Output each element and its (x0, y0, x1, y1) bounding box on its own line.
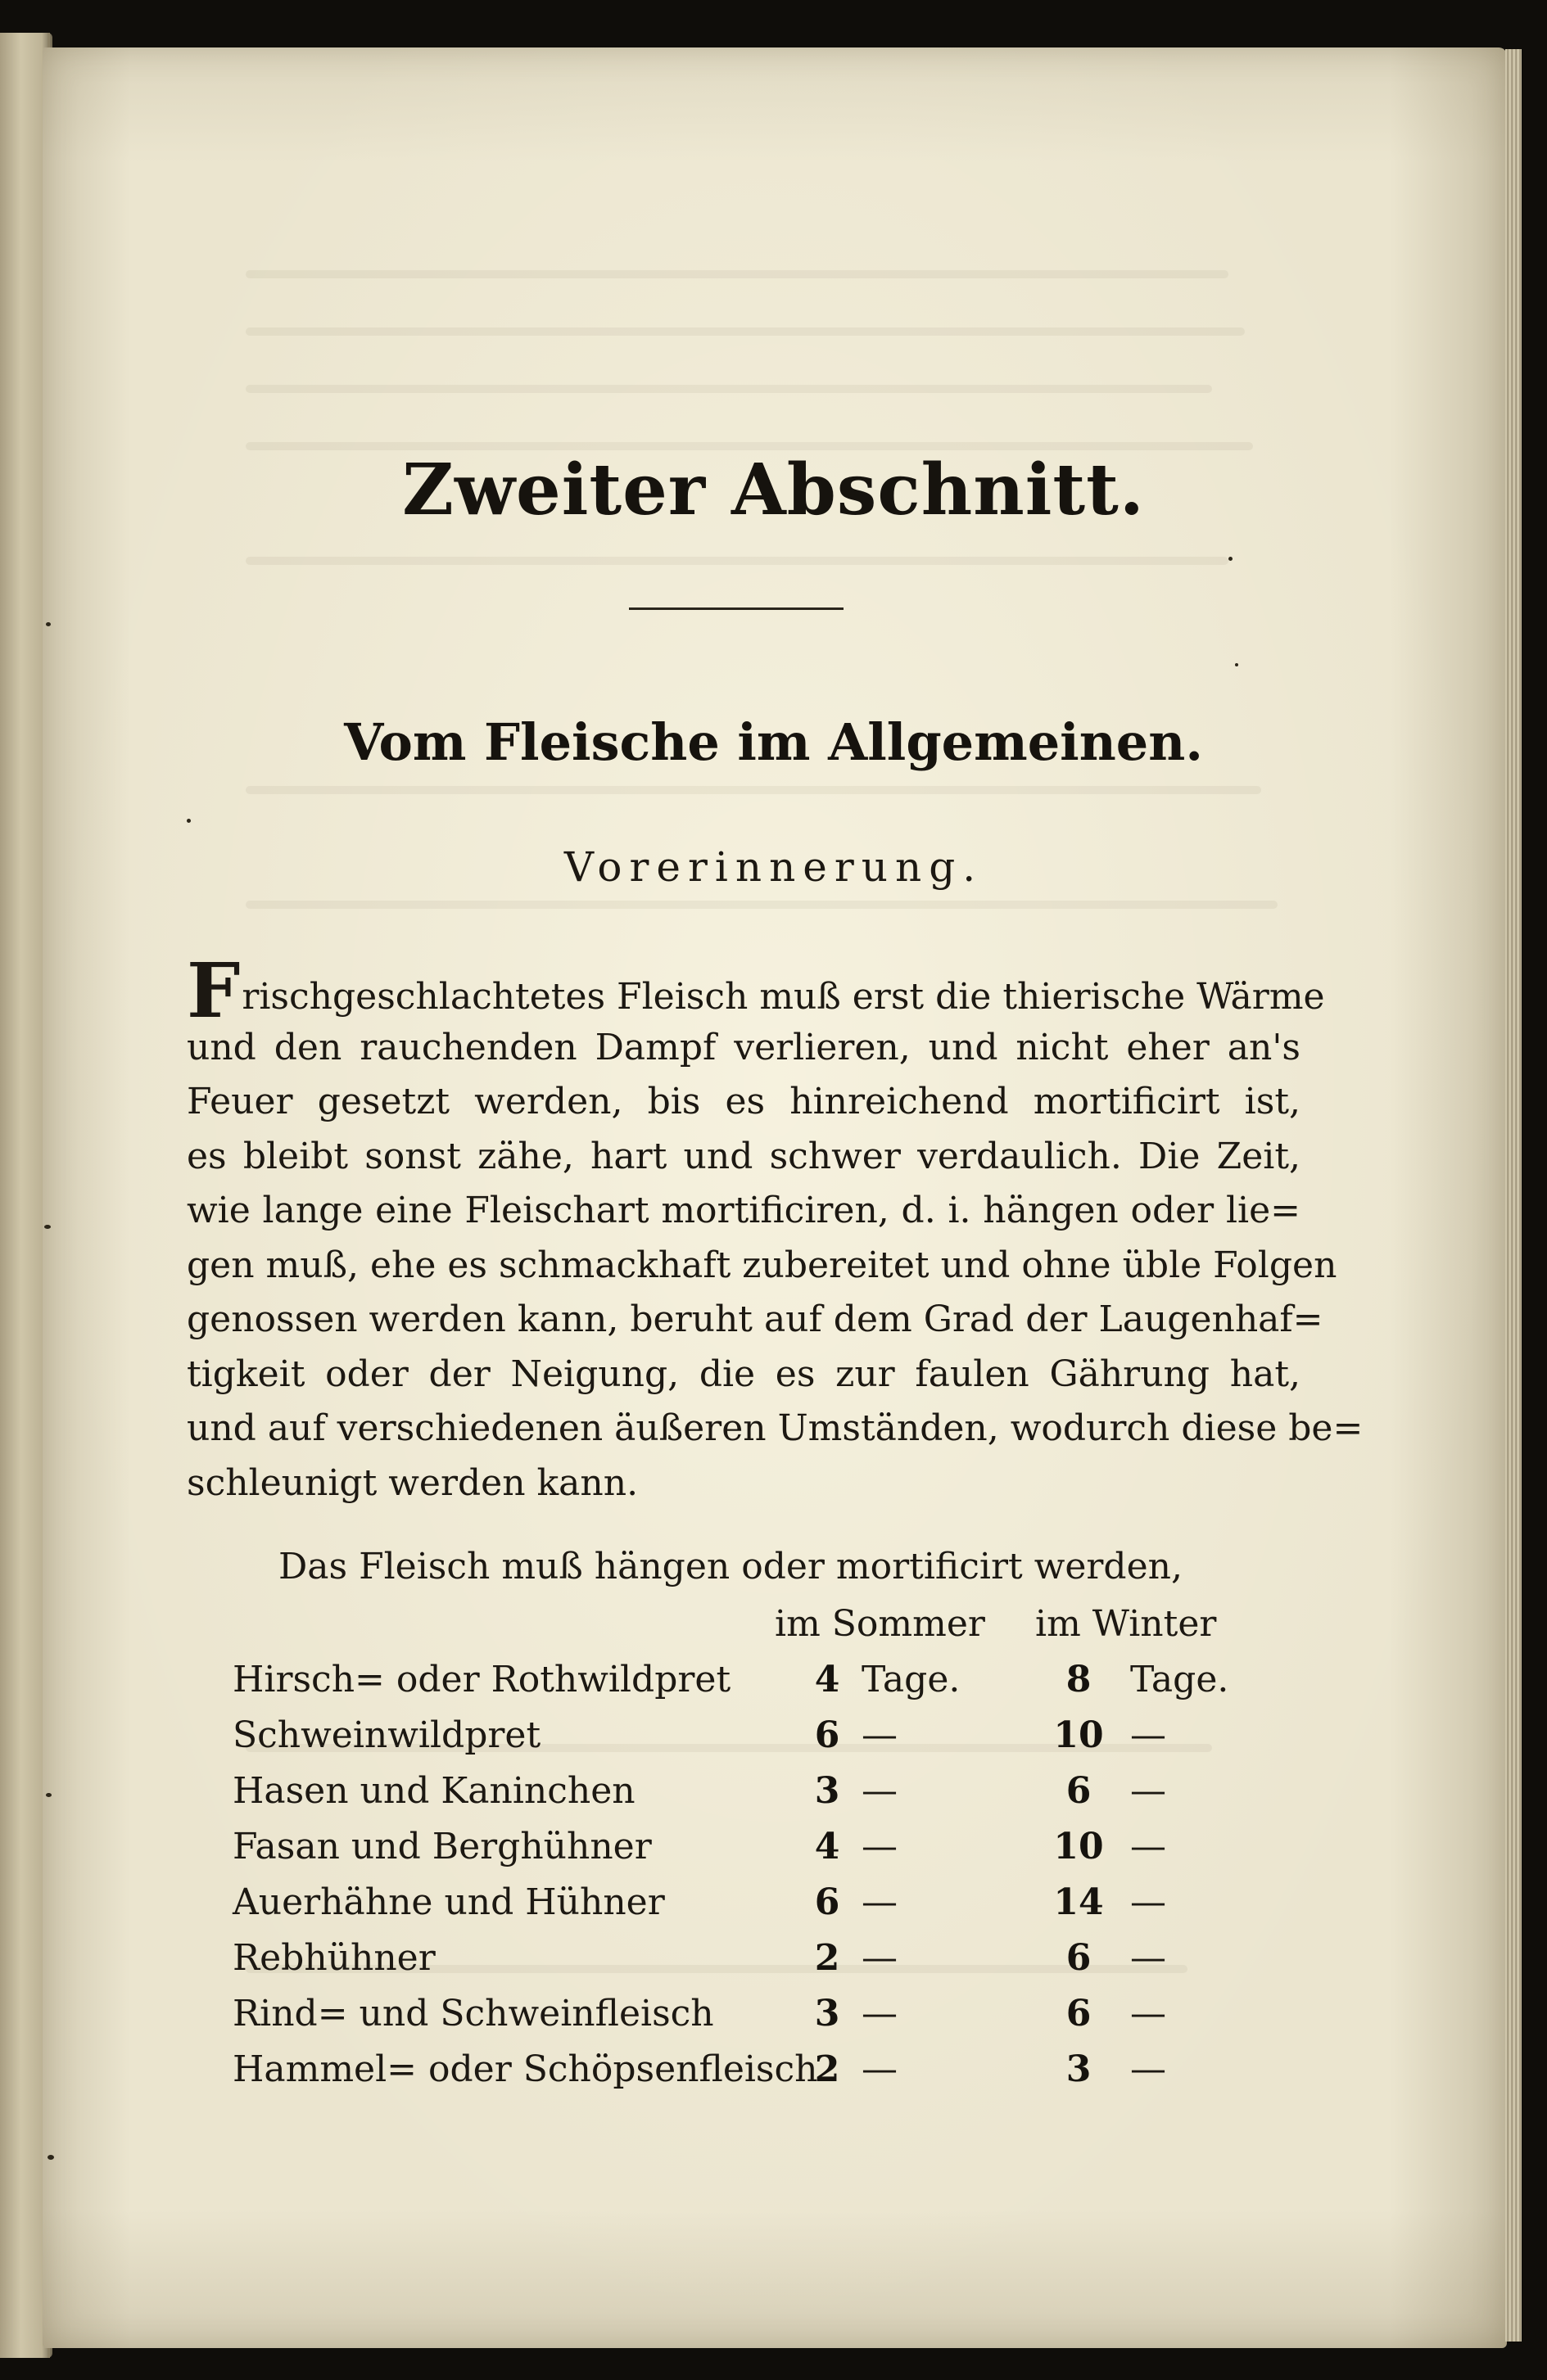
section-heading: Vom Fleische im Allgemeinen. (344, 712, 1203, 772)
summer-days: 6 (814, 1714, 840, 1756)
table-row (0, 1770, 1547, 1826)
table-row (0, 1714, 1547, 1770)
summer-unit: — (862, 1770, 898, 1812)
summer-days: 2 (814, 2048, 840, 2090)
paragraph-line: Frischgeschlachtetes Fleisch muß erst die thierische Wärme (187, 946, 1325, 1035)
summer-unit: — (862, 1826, 898, 1867)
paragraph-line: und auf verschiedenen äußeren Umständen, wodurch diese be= (187, 1407, 1364, 1449)
summer-unit: — (862, 2048, 898, 2090)
winter-days: 10 (1053, 1714, 1104, 1756)
summer-days: 2 (814, 1937, 840, 1979)
meat-type: Schweinwildpret (233, 1714, 541, 1756)
winter-days: 3 (1065, 2048, 1092, 2090)
winter-days: 6 (1065, 1770, 1092, 1812)
winter-days: 10 (1053, 1826, 1104, 1867)
paragraph-line: wie lange eine Fleischart mortificiren, d. i. hängen oder lie= (187, 1190, 1300, 1231)
table-intro: Das Fleisch muß hängen oder mortificirt werden, (278, 1546, 1183, 1587)
paragraph-line: und den rauchenden Dampf verlieren, und nicht eher an's (187, 1026, 1300, 1068)
table-row (0, 1937, 1547, 1993)
paragraph-line: genossen werden kann, beruht auf dem Grad der Laugenhaf= (187, 1298, 1323, 1340)
meat-type: Rebhühner (233, 1937, 436, 1979)
summer-days: 3 (814, 1770, 840, 1812)
table-row (0, 2048, 1547, 2104)
chapter-title: Zweiter Abschnitt. (402, 449, 1145, 531)
table-row (0, 1993, 1547, 2048)
summer-days: 4 (814, 1659, 840, 1700)
paragraph-line: Feuer gesetzt werden, bis es hinreichend mortificirt ist, (187, 1081, 1300, 1122)
meat-type: Auerhähne und Hühner (233, 1881, 665, 1923)
winter-unit: — (1130, 1937, 1166, 1979)
winter-unit: — (1130, 1993, 1166, 2035)
winter-unit: — (1130, 1770, 1166, 1812)
section-subheading: Vorerinnerung. (563, 843, 984, 891)
table-row (0, 1659, 1547, 1714)
column-header-winter: im Winter (1035, 1603, 1217, 1645)
column-header-summer: im Sommer (775, 1603, 985, 1645)
winter-unit: — (1130, 2048, 1166, 2090)
winter-unit: — (1130, 1714, 1166, 1756)
summer-unit: — (862, 1714, 898, 1756)
winter-unit: Tage. (1130, 1659, 1229, 1700)
meat-type: Rind= und Schweinfleisch (233, 1993, 714, 2035)
winter-unit: — (1130, 1881, 1166, 1923)
meat-type: Hasen und Kaninchen (233, 1770, 636, 1812)
summer-unit: Tage. (862, 1659, 961, 1700)
winter-unit: — (1130, 1826, 1166, 1867)
paragraph-line: schleunigt werden kann. (187, 1461, 639, 1504)
summer-unit: — (862, 1881, 898, 1923)
meat-type: Hirsch= oder Rothwildpret (233, 1659, 731, 1700)
body-paragraph (187, 946, 1364, 1511)
title-divider (629, 607, 844, 610)
table-row (0, 1881, 1547, 1937)
drop-cap: F (187, 946, 241, 1035)
winter-days: 14 (1053, 1881, 1104, 1923)
winter-days: 6 (1065, 1993, 1092, 2035)
paragraph-line: es bleibt sonst zähe, hart und schwer verdaulich. Die Zeit, (187, 1135, 1300, 1177)
table-row (0, 1826, 1547, 1881)
summer-days: 6 (814, 1881, 840, 1923)
summer-days: 4 (814, 1826, 840, 1867)
summer-unit: — (862, 1937, 898, 1979)
paragraph-line: gen muß, ehe es schmackhaft zubereitet und ohne üble Folgen (187, 1244, 1337, 1286)
meat-type: Fasan und Berghühner (233, 1826, 652, 1867)
summer-days: 3 (814, 1993, 840, 2035)
winter-days: 6 (1065, 1937, 1092, 1979)
summer-unit: — (862, 1993, 898, 2035)
winter-days: 8 (1065, 1659, 1092, 1700)
meat-type: Hammel= oder Schöpsenfleisch (233, 2048, 818, 2090)
paragraph-line: tigkeit oder der Neigung, die es zur faulen Gährung hat, (187, 1353, 1300, 1395)
